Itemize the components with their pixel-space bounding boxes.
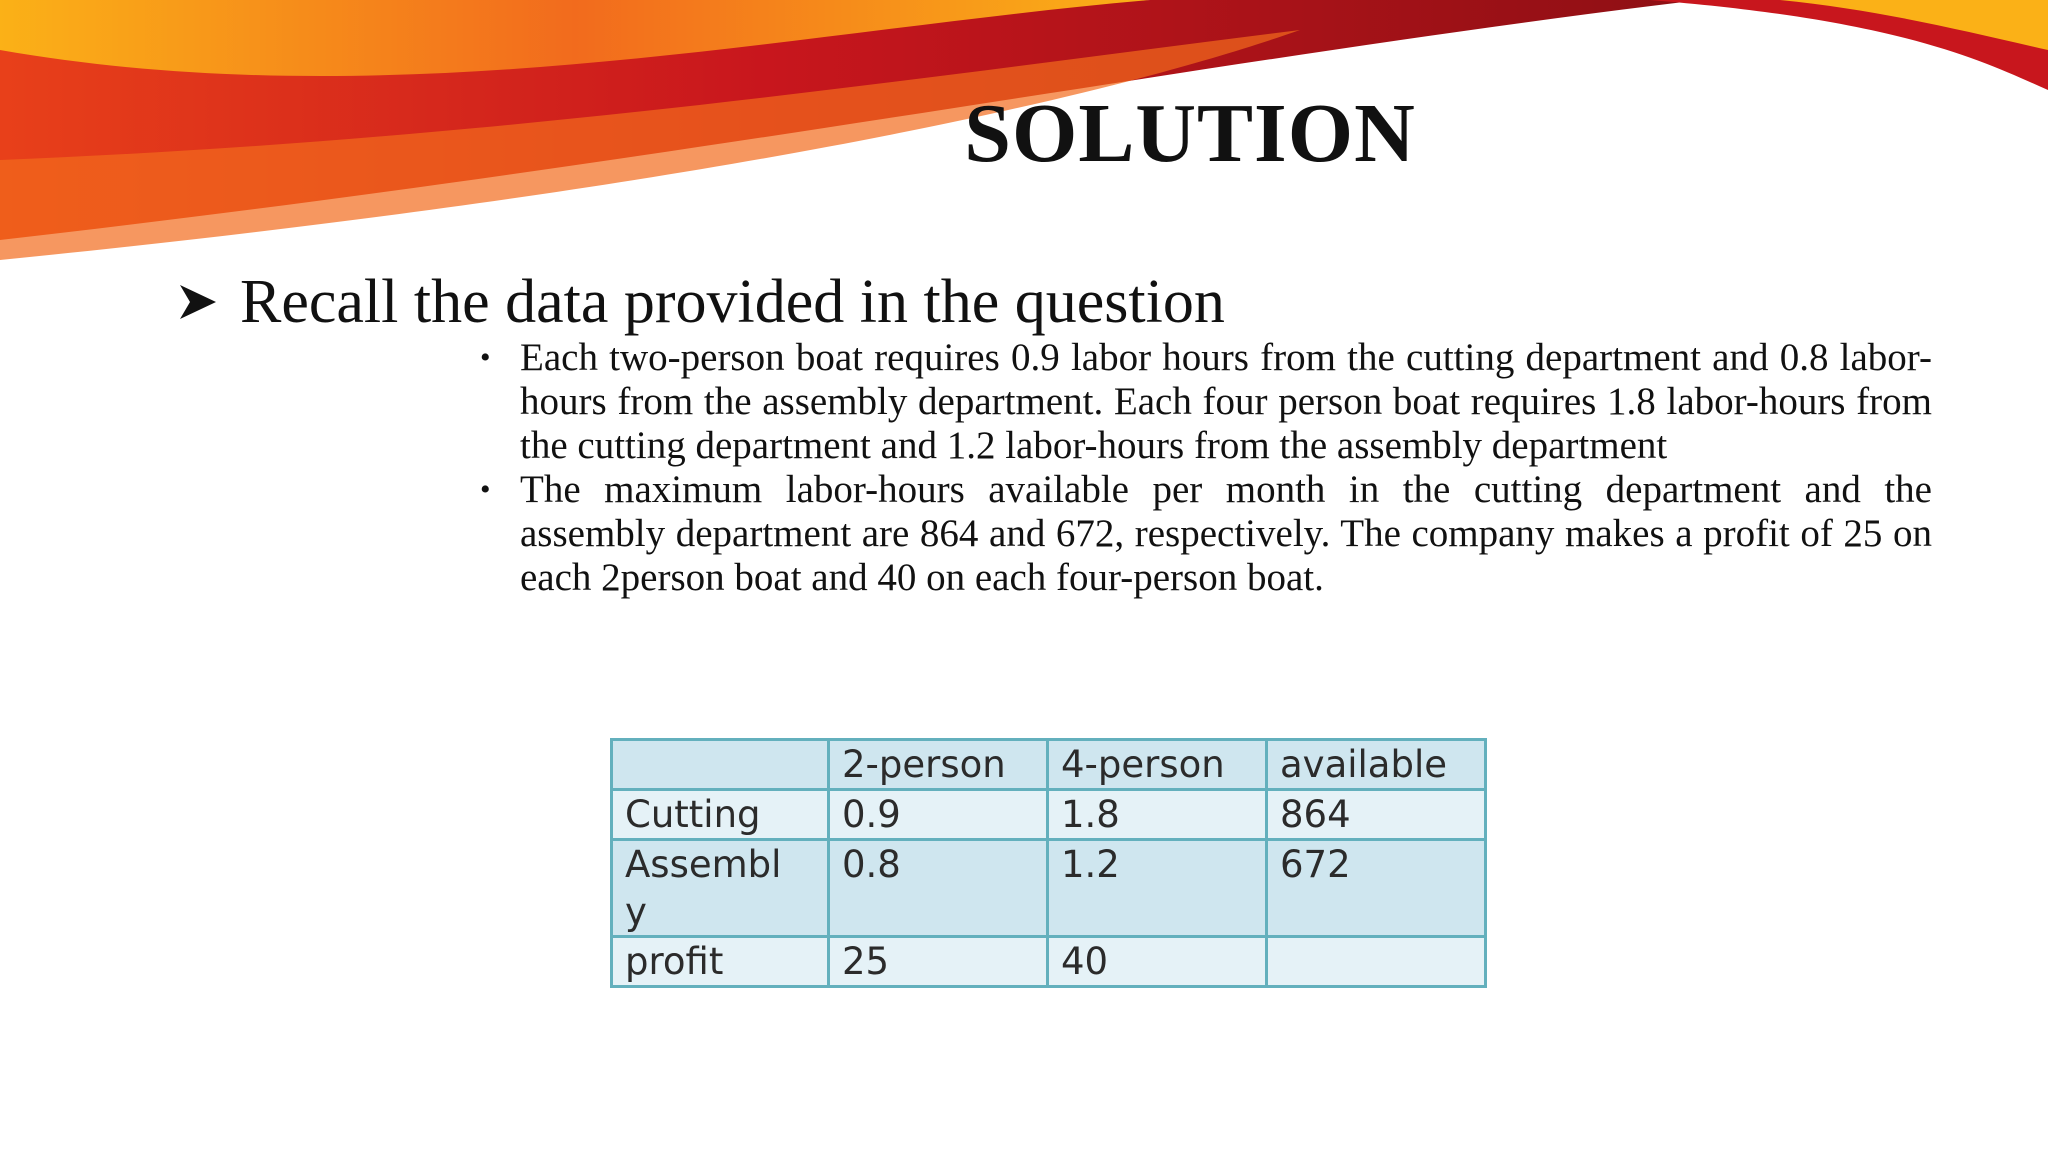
- arrow-bullet-icon: [178, 282, 218, 322]
- bullet-dot-icon: •: [480, 341, 491, 374]
- table-cell: profit: [612, 937, 829, 987]
- table-cell: 672: [1267, 840, 1486, 937]
- slide-title: SOLUTION: [964, 87, 1416, 180]
- table-cell: Cutting: [612, 790, 829, 840]
- sub-bullet: [480, 336, 1932, 468]
- table-header-cell: 2-person: [829, 740, 1048, 790]
- table-header-cell: available: [1267, 740, 1486, 790]
- main-bullet: [178, 268, 1225, 336]
- table-header-cell: 4-person: [1048, 740, 1267, 790]
- bullet-dot-icon: •: [480, 473, 491, 506]
- table-cell: 25: [829, 937, 1048, 987]
- table-row: [612, 840, 1486, 937]
- data-table: [610, 738, 1487, 988]
- table-cell: Assembl y: [612, 840, 829, 937]
- table-cell: 0.9: [829, 790, 1048, 840]
- sub-bullet-text: The maximum labor-hours available per month in the cutting department and the assembly department are 864 and 672, respectively. The company makes a profit of 25 on each 2person boat and 40 on each four-person boat.: [520, 468, 1932, 599]
- sub-bullet: [480, 468, 1932, 600]
- main-bullet-text: Recall the data provided in the question: [240, 268, 1225, 336]
- table-cell: [1267, 937, 1486, 987]
- table-cell: 1.2: [1048, 840, 1267, 937]
- table-cell: 864: [1267, 790, 1486, 840]
- sub-bullet-text: Each two-person boat requires 0.9 labor hours from the cutting department and 0.8 labor-hours from the assembly department. Each four person boat requires 1.8 labor-hours from the cutting department and 1.2 labor-hours from the assembly department: [520, 336, 1932, 467]
- table-header-cell: [612, 740, 829, 790]
- table-cell: 1.8: [1048, 790, 1267, 840]
- table-header-row: [612, 740, 1486, 790]
- table-row: [612, 937, 1486, 987]
- table-cell: 0.8: [829, 840, 1048, 937]
- table-row: [612, 790, 1486, 840]
- sub-bullet-list: [480, 336, 1932, 600]
- table-cell: 40: [1048, 937, 1267, 987]
